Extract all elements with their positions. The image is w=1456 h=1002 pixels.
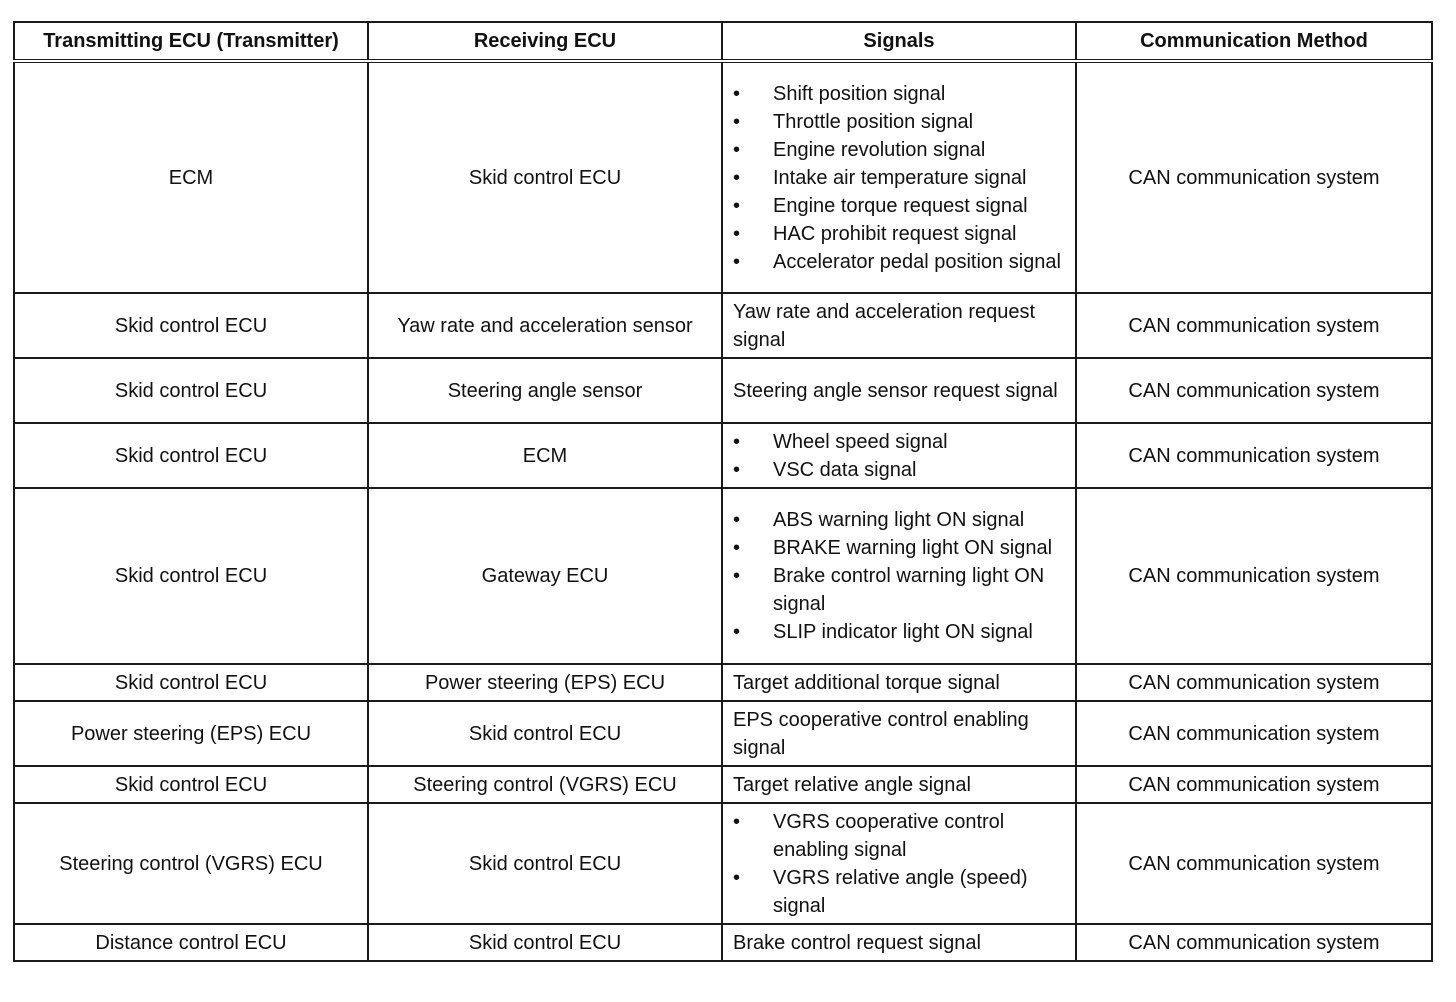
signal-text: Throttle position signal <box>773 110 974 133</box>
receiving-ecu-cell: Gateway ECU <box>368 488 722 664</box>
ecu-communication-table <box>13 21 1433 962</box>
signals-cell <box>722 766 1076 803</box>
signal-list-item <box>733 456 1065 484</box>
signal-list-item <box>733 506 1065 534</box>
signal-text: Shift position signal <box>773 82 946 105</box>
bullet-icon: • <box>733 565 741 587</box>
signals-cell <box>722 423 1076 488</box>
communication-method-cell: CAN communication system <box>1076 924 1432 961</box>
table-row <box>14 423 1432 488</box>
bullet-icon: • <box>733 866 741 889</box>
signal-text: VGRS cooperative control enabling signal <box>773 810 1005 861</box>
bullet-icon: • <box>733 138 741 161</box>
bullet-icon: • <box>733 82 741 105</box>
bullet-icon: • <box>733 222 741 245</box>
transmitting-ecu-cell: Skid control ECU <box>14 488 368 664</box>
signals-cell <box>722 701 1076 766</box>
signal-list-item <box>733 80 1065 108</box>
bullet-icon: • <box>733 194 741 217</box>
table-row <box>14 701 1432 766</box>
receiving-ecu-cell: Skid control ECU <box>368 701 722 766</box>
signal-text: Target relative angle signal <box>733 773 971 796</box>
transmitting-ecu-cell: Skid control ECU <box>14 766 368 803</box>
signal-text: Engine revolution signal <box>773 138 986 161</box>
signal-text: Target additional torque signal <box>733 671 1000 694</box>
table-row <box>14 766 1432 803</box>
communication-method-cell: CAN communication system <box>1076 766 1432 803</box>
bullet-icon: • <box>733 250 741 273</box>
transmitting-ecu-cell: Distance control ECU <box>14 924 368 961</box>
signal-text: Steering angle sensor request signal <box>733 379 1058 402</box>
signal-text: VSC data signal <box>773 458 917 481</box>
receiving-ecu-cell: Skid control ECU <box>368 803 722 924</box>
header-row <box>14 22 1432 61</box>
signal-list-item <box>733 534 1065 562</box>
table-row <box>14 358 1432 423</box>
signals-cell <box>722 924 1076 961</box>
communication-method-cell: CAN communication system <box>1076 664 1432 701</box>
table-row <box>14 61 1432 293</box>
communication-method-cell: CAN communication system <box>1076 358 1432 423</box>
signals-cell <box>722 488 1076 664</box>
signal-text: Wheel speed signal <box>773 430 948 453</box>
transmitting-ecu-cell: Power steering (EPS) ECU <box>14 701 368 766</box>
receiving-ecu-cell: Skid control ECU <box>368 61 722 293</box>
communication-method-cell: CAN communication system <box>1076 423 1432 488</box>
signal-text: HAC prohibit request signal <box>773 222 1017 245</box>
signal-text: BRAKE warning light ON signal <box>773 537 1053 559</box>
transmitting-ecu-cell: ECM <box>14 61 368 293</box>
bullet-icon: • <box>733 621 741 643</box>
table-row <box>14 924 1432 961</box>
transmitting-ecu-cell: Skid control ECU <box>14 423 368 488</box>
bullet-icon: • <box>733 509 741 531</box>
receiving-ecu-cell: ECM <box>368 423 722 488</box>
signal-list <box>733 80 1065 276</box>
table-row <box>14 488 1432 664</box>
signal-list-item <box>733 164 1065 192</box>
signal-list-item <box>733 192 1065 220</box>
signals-cell <box>722 664 1076 701</box>
signals-cell <box>722 61 1076 293</box>
signal-list-item <box>733 864 1065 920</box>
table-header <box>14 22 1432 61</box>
signal-list-item <box>733 220 1065 248</box>
signal-list <box>733 808 1065 920</box>
bullet-icon: • <box>733 810 741 833</box>
transmitting-ecu-cell: Steering control (VGRS) ECU <box>14 803 368 924</box>
signals-cell <box>722 358 1076 423</box>
bullet-icon: • <box>733 110 741 133</box>
signal-list-item <box>733 808 1065 864</box>
table-row <box>14 664 1432 701</box>
bullet-icon: • <box>733 430 741 453</box>
signal-text: ABS warning light ON signal <box>773 509 1025 531</box>
header-receiving-ecu: Receiving ECU <box>368 22 722 61</box>
bullet-icon: • <box>733 537 741 559</box>
signal-text: Accelerator pedal position signal <box>773 250 1061 273</box>
signal-text: SLIP indicator light ON signal <box>773 621 1033 643</box>
table-body <box>14 61 1432 961</box>
communication-method-cell: CAN communication system <box>1076 293 1432 358</box>
signal-text: Brake control warning light ON signal <box>773 565 1045 615</box>
receiving-ecu-cell: Yaw rate and acceleration sensor <box>368 293 722 358</box>
bullet-icon: • <box>733 166 741 189</box>
header-signals: Signals <box>722 22 1076 61</box>
transmitting-ecu-cell: Skid control ECU <box>14 358 368 423</box>
receiving-ecu-cell: Skid control ECU <box>368 924 722 961</box>
header-communication-method: Communication Method <box>1076 22 1432 61</box>
signal-text: Brake control request signal <box>733 931 981 954</box>
transmitting-ecu-cell: Skid control ECU <box>14 664 368 701</box>
signal-list-item <box>733 108 1065 136</box>
transmitting-ecu-cell: Skid control ECU <box>14 293 368 358</box>
signal-text: Intake air temperature signal <box>773 166 1027 189</box>
signal-list <box>733 428 1065 484</box>
signal-list-item <box>733 136 1065 164</box>
receiving-ecu-cell: Steering control (VGRS) ECU <box>368 766 722 803</box>
signals-cell <box>722 803 1076 924</box>
receiving-ecu-cell: Steering angle sensor <box>368 358 722 423</box>
bullet-icon: • <box>733 458 741 481</box>
signal-list-item <box>733 248 1065 276</box>
signal-text: VGRS relative angle (speed) signal <box>773 866 1028 917</box>
header-transmitting-ecu: Transmitting ECU (Transmitter) <box>14 22 368 61</box>
signal-list-item <box>733 618 1065 646</box>
communication-method-cell: CAN communication system <box>1076 701 1432 766</box>
signal-text: Yaw rate and acceleration request signal <box>733 300 1036 351</box>
communication-method-cell: CAN communication system <box>1076 61 1432 293</box>
signal-text: EPS cooperative control enabling signal <box>733 708 1029 759</box>
signals-cell <box>722 293 1076 358</box>
table-row <box>14 293 1432 358</box>
signal-text: Engine torque request signal <box>773 194 1028 217</box>
signal-list-item <box>733 428 1065 456</box>
signal-list-item <box>733 562 1065 618</box>
table-row <box>14 803 1432 924</box>
communication-method-cell: CAN communication system <box>1076 488 1432 664</box>
receiving-ecu-cell: Power steering (EPS) ECU <box>368 664 722 701</box>
communication-method-cell: CAN communication system <box>1076 803 1432 924</box>
signal-list <box>733 506 1065 646</box>
